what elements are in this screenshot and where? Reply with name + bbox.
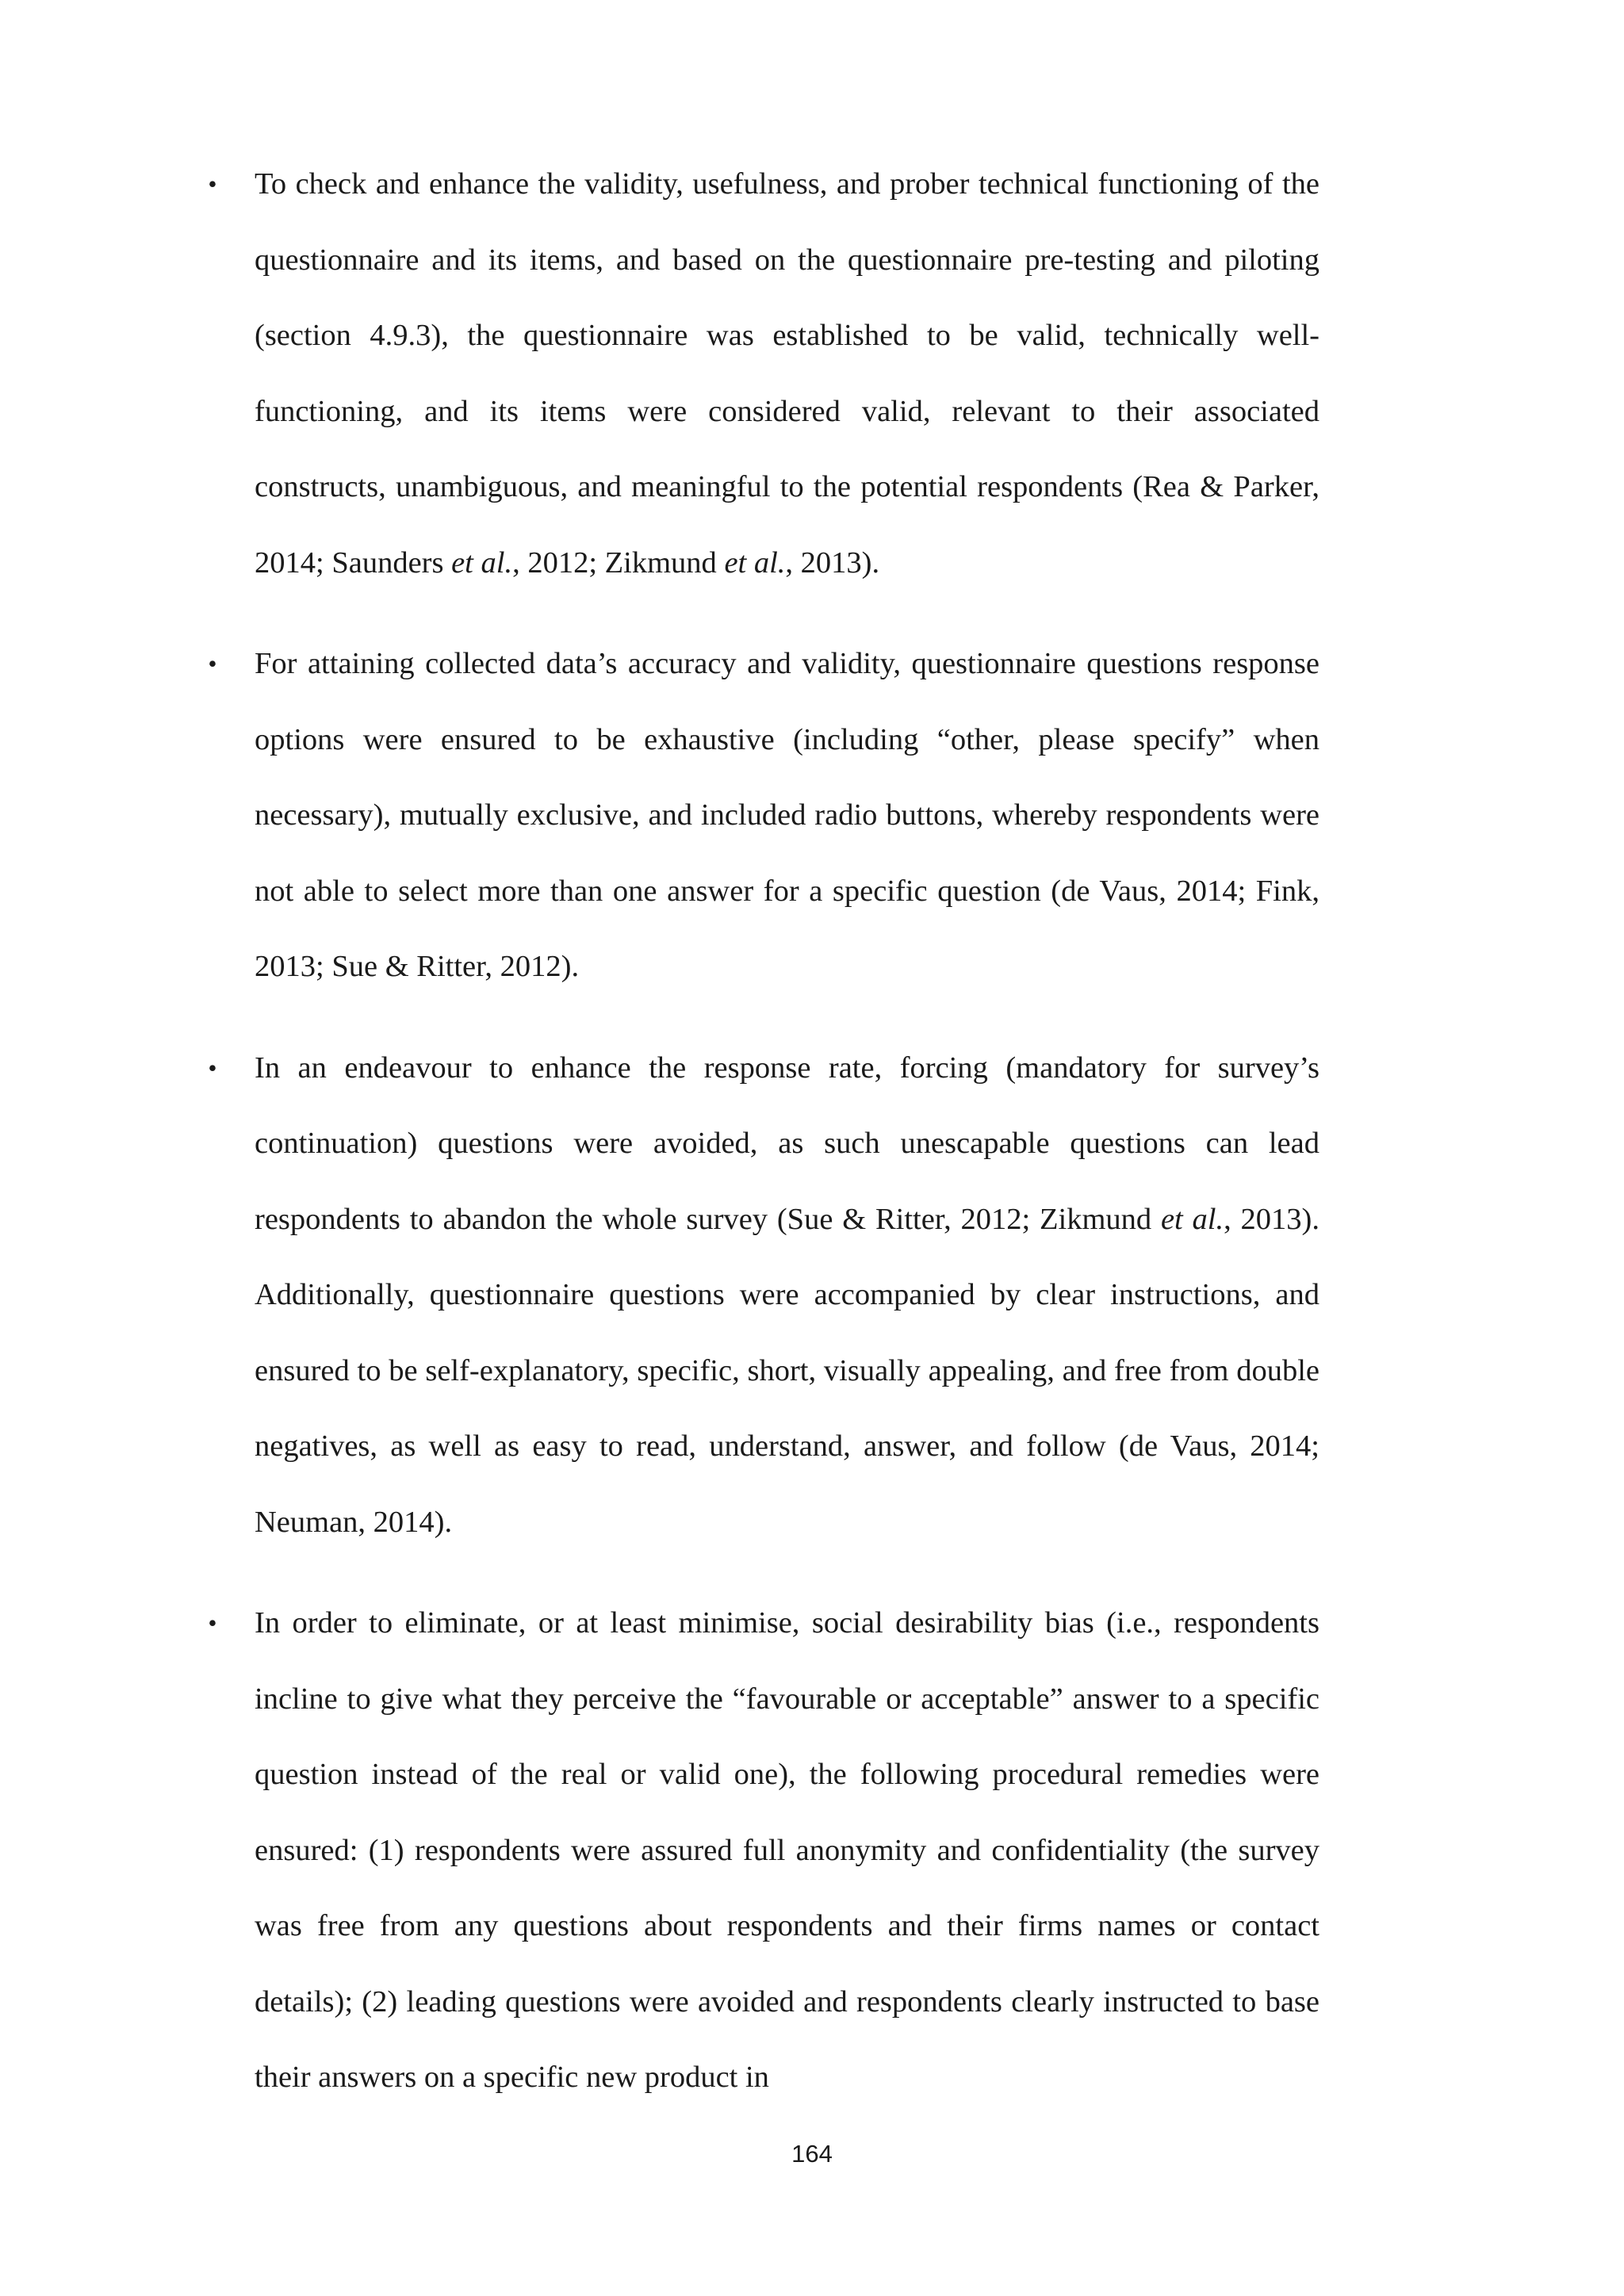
bullet-icon: • [208, 1053, 217, 1082]
page-number: 164 [791, 2140, 833, 2168]
list-item [0, 147, 1624, 601]
paragraph-response-rate: In an endeavour to enhance the response rate, forcing (mandatory for survey’s continuation) questions were avoided, as such unescapable questions can lead respondents to abandon the whole survey (Sue & Ritter, 2012; Zikmund et al., 2013). Additionally, questionnaire questions were accompanied by clear instructions, and ensured to be self-explanatory, specific, short, visually appealing, and free from double negatives, as well as easy to read, understand, answer, and follow (de Vaus, 2014; Neuman, 2014). [255, 1050, 1320, 1539]
list-item [0, 626, 1624, 1005]
paragraph-response-options: For attaining collected data’s accuracy and validity, questionnaire questions response options were ensured to be exhaustive (including “other, please specify” when necessary), mutually exclusive, and included radio buttons, whereby respondents were not able to select more than one answer for a specific question (de Vaus, 2014; Fink, 2013; Sue & Ritter, 2012). [255, 647, 1320, 983]
bullet-icon: • [208, 649, 217, 678]
paragraph-social-desirability-bias: In order to eliminate, or at least minimise, social desirability bias (i.e., respondents incline to give what they perceive the “favourable or acceptable” answer to a specific question instead of the real or valid one), the following procedural remedies were ensured: (1) respondents were assured full anonymity and confidentiality (the survey was free from any questions about respondents and their firms names or contact details); (2) leading questions were avoided and respondents clearly instructed to base their answers on a specific new product in [255, 1606, 1320, 2094]
list-item [0, 1031, 1624, 1561]
bullet-icon: • [208, 170, 217, 198]
bullet-icon: • [208, 1609, 217, 1637]
bullet-list [0, 147, 1624, 2141]
paragraph-questionnaire-validity: To check and enhance the validity, usefulness, and prober technical functioning of the questionnaire and its items, and based on the questionnaire pre-testing and piloting (section 4.9.3), the questionnaire was established to be valid, technically well-functioning, and its items were considered valid, relevant to their associated constructs, unambiguous, and meaningful to the potential respondents (Rea & Parker, 2014; Saunders et al., 2012; Zikmund et al., 2013). [255, 167, 1320, 580]
list-item [0, 1586, 1624, 2116]
